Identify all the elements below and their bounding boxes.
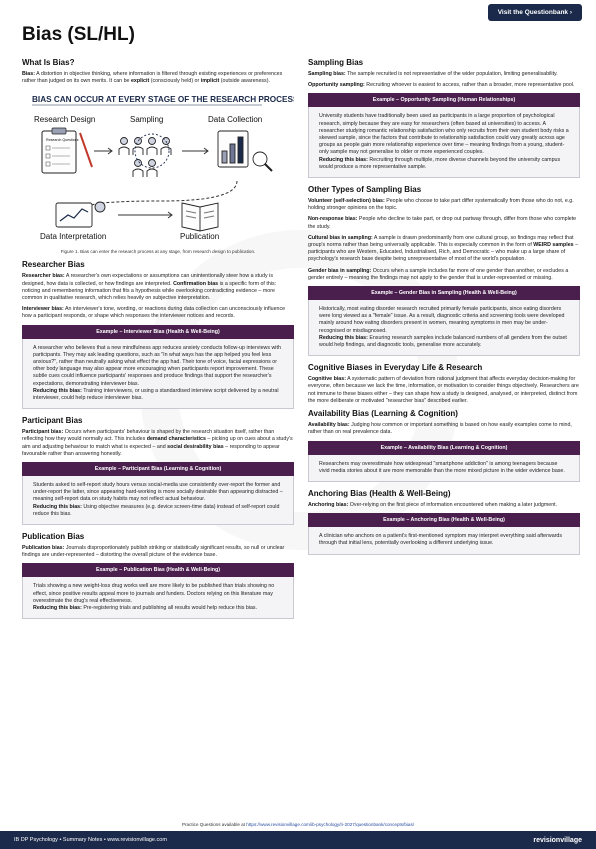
people-sampling-icon: [119, 134, 171, 177]
gender-bias-definition: Gender bias in sampling: Occurs when a sample includes far more of one gender than another, or excludes a gender entirely – meaning the findings may not apply to the gender that is under-represented or missing.: [308, 267, 569, 281]
availability-bias-definition: Availability bias: Judging how common or important something is based on how easily examples come to mind, rather than on real prevalence data.: [308, 422, 572, 436]
sampling-bias-heading: Sampling Bias: [308, 58, 364, 67]
example-header-gender: Example – Gender Bias in Sampling (Health & Well-Being): [308, 286, 580, 300]
practice-questions-line: Practice Questions available at https://www.revisionvillage.com/ib-psychology/ri-2027/questionbank/concepts/bias/: [181, 822, 415, 827]
example-header-availability: Example – Availability Bias (Learning & Cognition): [308, 441, 580, 455]
footer-left-text: IB DP Psychology • Summary Notes • www.revisionvillage.com: [14, 837, 167, 843]
footer-bar: [0, 831, 596, 849]
participant-bias-definition: Participant bias: Occurs when participants' behaviour is shaped by the research situation itself, rather than reflecting how they would normally act. This includes demand characteristics – picking up on cues about a study's aim and adjusting behaviour to match what is expected – and social desirability bias – responding to appear favourable rather than answering honestly.: [22, 429, 293, 457]
example-header-anchoring: Example – Anchoring Bias (Health & Well-Being): [308, 513, 580, 527]
anchoring-bias-heading: Anchoring Bias (Health & Well-Being): [308, 488, 451, 498]
example-body-opportunity: University students have traditionally been used as participants in a large proportion of psychological research, simply because they are easy for researchers (often based at universities) to access. A researcher studying romantic relationship satisfaction who only recruits from their own student body risks a skewed sample, since the factors that contribute to relationship satisfaction could vary greatly across age groups as people gain more relationship experience over time – meaning findings from a young, student-only sample may not generalise to older or more experienced couples. Reducing this bias: Recruiting through multiple, more diverse channels beyond the university campus would produce a more representative sample.: [308, 107, 580, 178]
bias-definition: Bias: A distortion in objective thinking, where information is filtered through existing experiences or preferences rather than judged on its own merits. It can be explicit (consciously held) or implicit (outside awareness).: [22, 71, 283, 85]
example-body-participant: Students asked to self-report study hours versus social-media use consistently over-report the former and under-report the latter, since appearing hard-working is more socially desirable than appearing distracted – meaning self-report data on study habits may not reflect actual behaviour. Reducing this bias: Using objective measures (e.g. device screen-time data) instead of self-report could reduce this bias.: [22, 476, 294, 525]
non-response-bias-definition: Non-response bias: People who decline to take part, or drop out partway through, differ from those who complete the study.: [308, 216, 577, 230]
researcher-bias-definition: Researcher bias: A researcher's own expectations or assumptions can unintentionally steer how a study is designed, how data is collected, or how findings are interpreted. Confirmation bias is a specific form of this: noticing and remembering information that fits a hypothesis while overlooking contradicting evidence – more common in qualitative research, which relies heavily on subjective interpretation.: [22, 273, 277, 302]
stage-publication: Publication: [180, 232, 220, 242]
svg-text:Research Questions: Research Questions: [46, 138, 79, 143]
left-column: [22, 58, 294, 626]
example-body-interviewer: A researcher who believes that a new mindfulness app reduces anxiety conducts follow-up interviews with participants. They may ask leading questions, such as "In what ways has the app helped you feel less anxious?", rather than neutrally asking what effect the app had. Their tone of voice, facial expressions or other body language may also appear more encouraging when participants report improvement. These subtle cues could influence participants' responses and produce findings that support the researcher's expectations, demonstrating interviewer bias. Reducing this bias: Training interviewers, or using a standardised interview script delivered by a neutral interviewer, could help reduce interviewer bias.: [22, 339, 294, 410]
example-header-publication: Example – Publication Bias (Health & Well-Being): [22, 563, 294, 577]
interviewer-bias-definition: Interviewer bias: An interviewer's tone, wording, or reactions during data collection can unconsciously influence how a participant responds, or shape which responses the interviewer notices and records.: [22, 306, 286, 320]
data-interpretation-icon: [56, 202, 105, 227]
example-body-availability: Researchers may overestimate how widespread "smartphone addiction" is among teenagers because vivid media stories about it are more memorable than the more mixed picture in the wider evidence base.: [308, 455, 580, 482]
volunteer-bias-definition: Volunteer (self-selection) bias: People who choose to take part differ systematically from those who do not, e.g. holding stronger opinions on the topic.: [308, 198, 574, 212]
practice-questions-link[interactable]: https://www.revisionvillage.com/ib-psychology/ri-2027/questionbank/concepts/bias/: [246, 822, 415, 827]
anchoring-bias-definition: Anchoring bias: Over-relying on the first piece of information encountered when making a later judgment.: [308, 501, 558, 508]
stage-data-interpretation: Data Interpretation: [40, 232, 107, 242]
other-sampling-bias-heading: Other Types of Sampling Bias: [308, 185, 422, 195]
sampling-bias-definition: Sampling bias: The sample recruited is not representative of the wider population, limiting generalisability.: [308, 71, 558, 77]
brand-logo[interactable]: revisionvillage: [533, 836, 582, 844]
publication-bias-heading: Publication Bias: [22, 532, 85, 542]
example-header-participant: Example – Participant Bias (Learning & Cognition): [22, 462, 294, 476]
publication-icon: [182, 203, 218, 231]
what-is-bias-heading: What Is Bias?: [22, 58, 75, 67]
participant-bias-heading: Participant Bias: [22, 416, 83, 426]
publication-bias-definition: Publication bias: Journals disproportionately publish striking or statistically significant results, so null or unclear findings are under-represented – distorting the overall picture of the evidence base.: [22, 545, 285, 559]
example-header-opportunity: Example – Opportunity Sampling (Human Relationships): [308, 93, 580, 107]
right-column: [308, 58, 580, 562]
research-process-figure: [22, 89, 294, 245]
stage-sampling: Sampling: [130, 115, 164, 125]
stage-research-design: Research Design: [34, 115, 96, 125]
researcher-bias-heading: Researcher Bias: [22, 260, 85, 270]
visit-questionbank-button[interactable]: Visit the Questionbank ›: [488, 4, 582, 21]
page-title: Bias (SL/HL): [22, 24, 135, 45]
example-header-interviewer: Example – Interviewer Bias (Health & Well-Being): [22, 325, 294, 339]
opportunity-sampling-definition: Opportunity sampling: Recruiting whoever is easiest to access, rather than a broader, more representative pool.: [308, 82, 575, 89]
example-body-anchoring: A clinician who anchors on a patient's first-mentioned symptom may interpret everything said afterwards through that initial lens, potentially overlooking a different underlying issue.: [308, 527, 580, 554]
cognitive-bias-heading: Cognitive Biases in Everyday Life & Research: [308, 363, 483, 373]
stage-data-collection: Data Collection: [208, 115, 263, 125]
example-body-gender: Historically, most eating disorder research recruited primarily female participants, since eating disorders were long viewed as a "female" issue. As a result, diagnostic criteria and screening tools were developed mainly around how eating disorders present in women, meaning symptoms in men may be under-recognised or misdiagnosed. Reducing this bias: Ensuring research samples include balanced numbers of all genders from the outset would help findings, and diagnostic tools, generalise more accurately.: [308, 300, 580, 356]
figure-banner: BIAS CAN OCCUR AT EVERY STAGE OF THE RESEARCH PROCESS: [32, 95, 294, 105]
cognitive-bias-definition: Cognitive bias: A systematic pattern of deviation from rational judgment that affects everyday decision-making for everyone, often because we lack the time, information, or motivation to consider things objectively. Researchers are not immune to these biases either – they can shape how a study is designed, analysed, or interpreted, distinct from the more deliberate or motivated "researcher bias" described earlier.: [308, 376, 579, 404]
availability-bias-heading: Availability Bias (Learning & Cognition): [308, 409, 458, 419]
clipboard-icon: [42, 128, 92, 173]
example-body-publication: Trials showing a new weight-loss drug works well are more likely to be published than trials showing no effect, since positive results appeal more to journals and funders. Doctors relying on this literature may overestimate the drug's real effectiveness. Reducing this bias: Pre-registering trials and publishing all results would help reduce this bias.: [22, 577, 294, 619]
data-collection-icon: [218, 131, 272, 171]
figure-caption: Figure 1. Bias can enter the research process at any stage, from research design to publication.: [60, 249, 256, 255]
cultural-bias-definition: Cultural bias in sampling: A sample is drawn predominantly from one cultural group, so findings may reflect that group's norms rather than being universally applicable. This is especially common in the form of WEIRD samples – participants who are Western, Educated, Industrialised, Rich, and Democratic – who make up a large share of psychology's research base despite being unrepresentative of most of the world's population.: [308, 234, 579, 263]
